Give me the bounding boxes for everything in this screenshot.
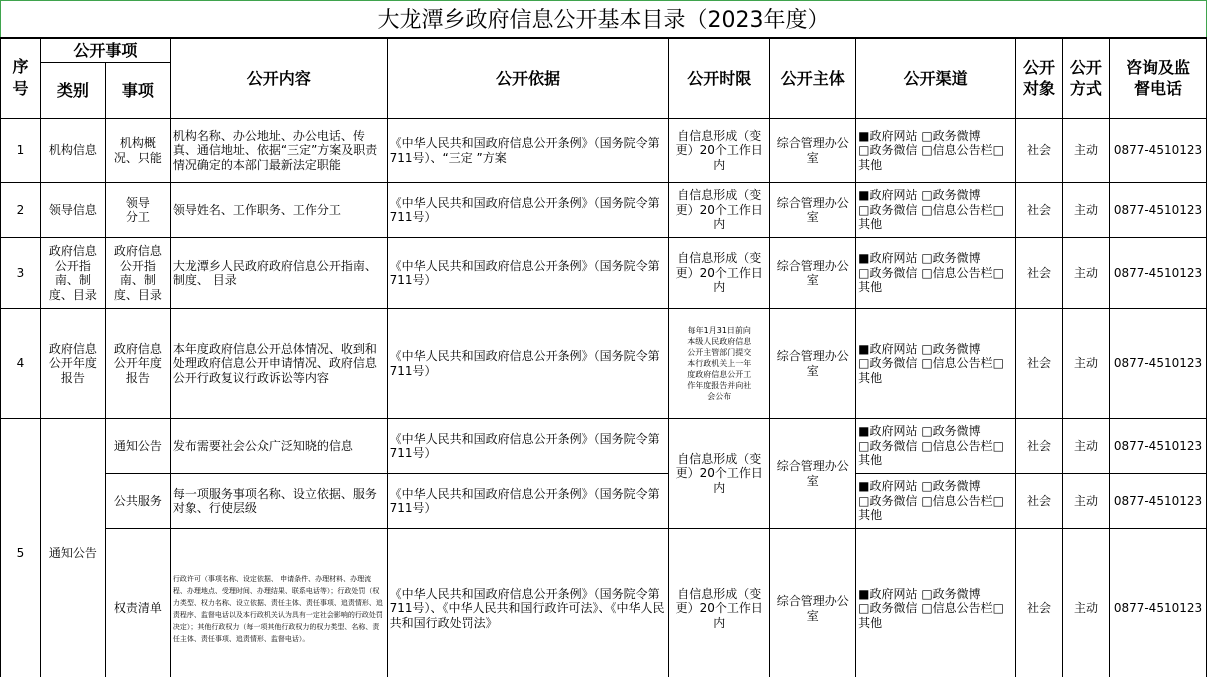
page-title[interactable]: 大龙潭乡政府信息公开基本目录（2023年度） (1, 1, 1207, 38)
phone-cell[interactable]: 0877-4510123 (1109, 183, 1206, 238)
channel-cell[interactable]: ■政府网站 □政务微博 □政务微信 □信息公告栏□其他 (856, 419, 1016, 474)
subject-cell[interactable]: 综合管理办公室 (770, 183, 856, 238)
item-cell[interactable]: 领导分工 (105, 183, 170, 238)
basis-cell[interactable]: 《中华人民共和国政府信息公开条例》（国务院令第711号） (387, 309, 669, 419)
category-cell[interactable]: 政府信息公开指南、制度、目录 (40, 238, 105, 309)
channel-cell[interactable]: ■政府网站 □政务微博 □政务微信 □信息公告栏□其他 (856, 119, 1016, 183)
content-cell[interactable]: 机构名称、办公地址、办公电话、传真、通信地址、依据“三定”方案及职责情况确定的本部门最新法定职能 (170, 119, 387, 183)
phone-cell[interactable]: 0877-4510123 (1109, 119, 1206, 183)
mode-cell[interactable]: 主动 (1062, 529, 1109, 677)
target-cell[interactable]: 社会 (1015, 183, 1062, 238)
category-cell[interactable]: 领导信息 (40, 183, 105, 238)
header-item[interactable]: 事项 (105, 63, 170, 119)
header-phone[interactable]: 咨询及监督电话 (1109, 38, 1206, 119)
mode-cell[interactable]: 主动 (1062, 419, 1109, 474)
time-limit-cell[interactable]: 每年1月31日前向本级人民政府信息公开主管部门提交本行政机关上一年度政府信息公开工作年度报告并向社会公布 (669, 309, 770, 419)
time-limit-cell[interactable]: 自信息形成（变更）20个工作日内 (669, 119, 770, 183)
header-row-1 (1, 38, 1207, 63)
time-limit-cell[interactable]: 自信息形成（变更）20个工作日内 (669, 183, 770, 238)
seq-cell[interactable]: 3 (1, 238, 41, 309)
target-cell[interactable]: 社会 (1015, 474, 1062, 529)
subject-cell[interactable]: 综合管理办公室 (770, 309, 856, 419)
channel-cell[interactable]: ■政府网站 □政务微博 □政务微信 □信息公告栏□其他 (856, 309, 1016, 419)
channel-cell[interactable]: ■政府网站 □政务微博 □政务微信 □信息公告栏□其他 (856, 183, 1016, 238)
channel-cell[interactable]: ■政府网站 □政务微博 □政务微信 □信息公告栏□其他 (856, 529, 1016, 677)
phone-cell[interactable]: 0877-4510123 (1109, 529, 1206, 677)
item-cell[interactable]: 政府信息公开年度报告 (105, 309, 170, 419)
mode-cell[interactable]: 主动 (1062, 183, 1109, 238)
subject-cell[interactable]: 综合管理办公室 (770, 529, 856, 677)
content-cell[interactable]: 领导姓名、工作职务、工作分工 (170, 183, 387, 238)
phone-cell[interactable]: 0877-4510123 (1109, 309, 1206, 419)
target-cell[interactable]: 社会 (1015, 529, 1062, 677)
time-limit-cell[interactable]: 自信息形成（变更）20个工作日内 (669, 529, 770, 677)
item-cell[interactable]: 政府信息公开指南、制度、目录 (105, 238, 170, 309)
target-cell[interactable]: 社会 (1015, 238, 1062, 309)
channel-cell[interactable]: ■政府网站 □政务微博 □政务微信 □信息公告栏□其他 (856, 238, 1016, 309)
header-basis[interactable]: 公开依据 (387, 38, 669, 119)
seq-cell[interactable]: 4 (1, 309, 41, 419)
table-row (1, 238, 1207, 309)
target-cell[interactable]: 社会 (1015, 419, 1062, 474)
header-target[interactable]: 公开对象 (1015, 38, 1062, 119)
target-cell[interactable]: 社会 (1015, 119, 1062, 183)
mode-cell[interactable]: 主动 (1062, 309, 1109, 419)
seq-cell[interactable]: 1 (1, 119, 41, 183)
content-cell[interactable]: 行政许可（事项名称、设定依据、 申请条件、办理材料、办理流程、办理地点、受理时间、办理结果、联系电话等）；行政处罚（权力类型、权力名称、设立依据、责任主体、责任事项、追责情形、追责程序、监督电话以及本行政机关认为具有一定社会影响的行政处罚决定）；其他行政权力（每一项其他行政权力的权力类型、名称、责任主体、责任事项、追责情形、监督电话）。 (170, 529, 387, 677)
mode-cell[interactable]: 主动 (1062, 238, 1109, 309)
basis-cell[interactable]: 《中华人民共和国政府信息公开条例》（国务院令第711号） (387, 419, 669, 474)
subject-cell[interactable]: 综合管理办公室 (770, 119, 856, 183)
category-cell[interactable]: 政府信息公开年度报告 (40, 309, 105, 419)
target-cell[interactable]: 社会 (1015, 309, 1062, 419)
content-cell[interactable]: 大龙潭乡人民政府政府信息公开指南、制度、 目录 (170, 238, 387, 309)
time-limit-cell[interactable]: 自信息形成（变更）20个工作日内 (669, 238, 770, 309)
seq-cell[interactable]: 5 (1, 419, 41, 677)
content-cell[interactable]: 每一项服务事项名称、设立依据、服务对象、行使层级 (170, 474, 387, 529)
basis-cell[interactable]: 《中华人民共和国政府信息公开条例》（国务院令第711号） (387, 183, 669, 238)
phone-cell[interactable]: 0877-4510123 (1109, 238, 1206, 309)
seq-cell[interactable]: 2 (1, 183, 41, 238)
header-content[interactable]: 公开内容 (170, 38, 387, 119)
item-cell[interactable]: 机构概况、只能 (105, 119, 170, 183)
item-cell[interactable]: 公共服务 (105, 474, 170, 529)
header-category[interactable]: 类别 (40, 63, 105, 119)
item-cell[interactable]: 权责清单 (105, 529, 170, 677)
basis-cell[interactable]: 《中华人民共和国政府信息公开条例》（国务院令第711号） (387, 238, 669, 309)
time-limit-cell[interactable]: 自信息形成（变更）20个工作日内 (669, 419, 770, 529)
header-subject[interactable]: 公开主体 (770, 38, 856, 119)
subject-cell[interactable]: 综合管理办公室 (770, 419, 856, 529)
header-channel[interactable]: 公开渠道 (856, 38, 1016, 119)
mode-cell[interactable]: 主动 (1062, 119, 1109, 183)
item-cell[interactable]: 通知公告 (105, 419, 170, 474)
table-row (1, 309, 1207, 419)
table-row (1, 183, 1207, 238)
mode-cell[interactable]: 主动 (1062, 474, 1109, 529)
basis-cell[interactable]: 《中华人民共和国政府信息公开条例》（国务院令第711号）、《中华人民共和国行政许可法》、《中华人民共和国行政处罚法》 (387, 529, 669, 677)
table-row (1, 119, 1207, 183)
basis-cell[interactable]: 《中华人民共和国政府信息公开条例》（国务院令第711号） (387, 474, 669, 529)
phone-cell[interactable]: 0877-4510123 (1109, 474, 1206, 529)
table-row (1, 474, 1207, 529)
header-time-limit[interactable]: 公开时限 (669, 38, 770, 119)
phone-cell[interactable]: 0877-4510123 (1109, 419, 1206, 474)
table-row (1, 419, 1207, 474)
header-matters[interactable]: 公开事项 (40, 38, 170, 63)
title-border-top (0, 0, 1207, 1)
category-cell[interactable]: 机构信息 (40, 119, 105, 183)
subject-cell[interactable]: 综合管理办公室 (770, 238, 856, 309)
category-cell[interactable]: 通知公告 (40, 419, 105, 677)
table-row (1, 529, 1207, 677)
basis-cell[interactable]: 《中华人民共和国政府信息公开条例》（国务院令第711号）、“三定 ”方案 (387, 119, 669, 183)
channel-cell[interactable]: ■政府网站 □政务微博 □政务微信 □信息公告栏□其他 (856, 474, 1016, 529)
content-cell[interactable]: 本年度政府信息公开总体情况、收到和处理政府信息公开申请情况、政府信息公开行政复议行政诉讼等内容 (170, 309, 387, 419)
header-seq[interactable]: 序号 (1, 38, 41, 119)
title-border-left (0, 0, 1, 37)
header-mode[interactable]: 公开方式 (1062, 38, 1109, 119)
title-row (1, 1, 1207, 38)
content-cell[interactable]: 发布需要社会公众广泛知晓的信息 (170, 419, 387, 474)
